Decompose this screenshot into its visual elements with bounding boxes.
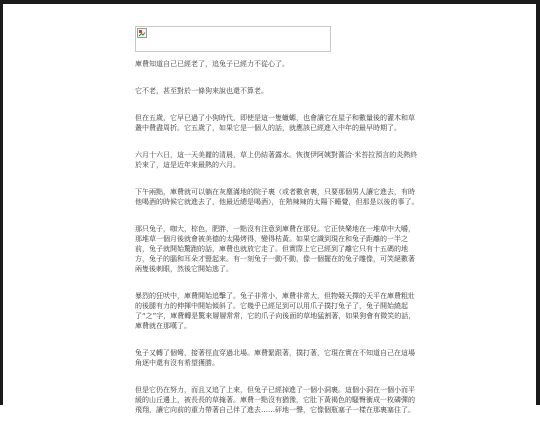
paragraph: 下午兩點，庫費就可以躺在灰塵滿地的院子裏（或者數倉裏，只要那個男人讓它進去，有時他喝酒的時候它就進去了，他最近總是喝酒），在熱辣辣的太陽下睡覺，但那是以後的事了。 — [135, 188, 419, 206]
paragraph: 兔子又轉了個彎，接著徑直穿過北場。庫費緊跟著，撲打著，它現在實在不知道自己在這場角逐中還有沒有希望獲勝。 — [135, 349, 415, 367]
window-frame-right — [536, 0, 540, 405]
paragraph: 庫費知道自己已經老了，追兔子已經力不從心了。 — [135, 60, 289, 68]
paragraph: 它不老，甚至對於一條狗來說也還不算老。 — [135, 87, 268, 95]
document-page[interactable] — [3, 4, 536, 414]
broken-image-icon — [137, 28, 147, 38]
paragraph: 暴烈的狂吠中，庫費開始追擊了。兔子非常小，庫費非常大，但物競天擇的天平在庫費粗壯的後腿有力的伸揮中開始傾斜了。它幾乎已經足到可以用爪子撲打兔子了，兔子開始繞起了“之”字，庫費轉是驚來層層常常，它的爪子向後面的草地猛割著，如果狗會有微笑的話，庫費就在那嘆了。 — [135, 292, 416, 330]
broken-image-placeholder — [135, 26, 331, 52]
paragraph: 那只兔子，咖大，棕色，肥胖，一點沒有注意到庫費在那兒。它正快樂地在一堆草中大嚼，那堆草一個月後就會被美德的太陽烤得，變得枯黃。如果它識到現在和兔子距離的一半之前，兔子就開始驚跑的話，庫費也就放它走了。但實際上它已經到了離它只有十五碼的地方，兔子的腦和耳朵才豎起來。有一刻兔子一動不動，像一個擺在的兔子雕像，可笑絕數著兩隻後刺眼，然後它開始逃了。 — [135, 225, 415, 273]
paragraph: 但是它仍在努力，而且又追了上來，但兔子已經掉進了一個小洞裏。這個小洞在一個小而平緩的山丘邊上，被長長的草掩著。庫費一點沒有猶豫，它肚下黃褐色的騷臀衝成一枚磷彈的飛翔，讓它向前的重力帶著自己伴了進去……砰地一聲，它像個瓶塞子一樣在那裏塞住了。 — [135, 386, 415, 414]
paragraph: 六月十六日，這一天美麗的清晨，草上仍結著露水。恢復伊阿姨對薔洽·米苔拉預言的炎熱終於來了，這是近年來最熱的六月。 — [135, 151, 418, 169]
paragraph: 但在五歲，它早已過了小狗時代，即使是這一隻蠟螈，也會讓它在屋子和數量後的灌木和草叢中費盡周折。它五歲了，如果它是一個人的話，就應該已經進入中年的最早時期了。 — [135, 114, 415, 132]
article-body — [135, 26, 419, 432]
